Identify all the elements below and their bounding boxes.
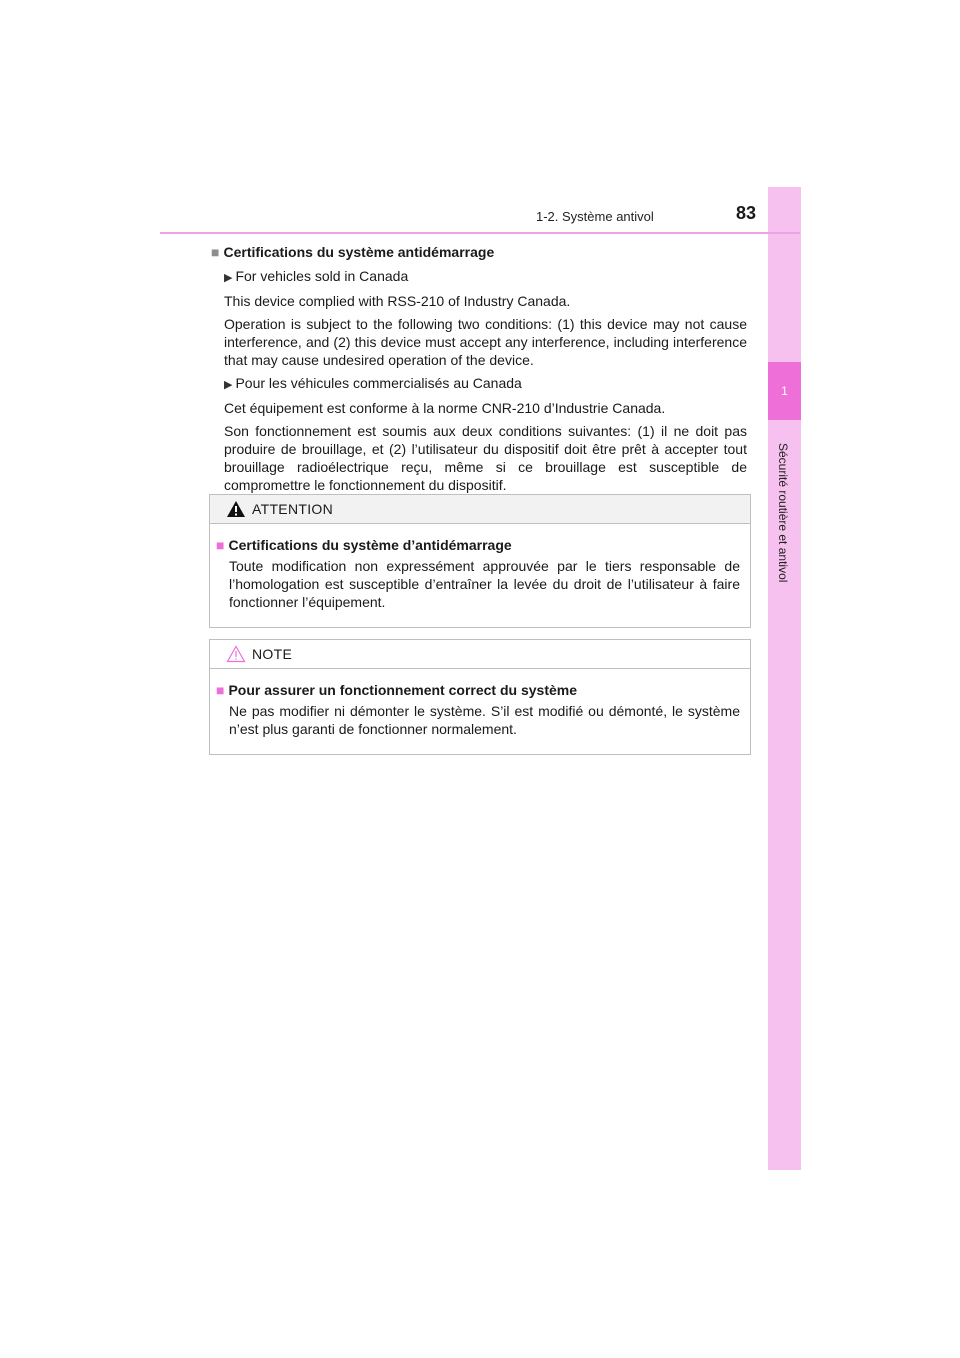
- attention-title: [216, 536, 740, 554]
- attention-header: [210, 495, 750, 523]
- warning-triangle-icon: [226, 500, 246, 518]
- main-heading: [211, 243, 747, 261]
- note-label: NOTE: [252, 646, 293, 662]
- caution-triangle-icon: [226, 645, 246, 663]
- chapter-number: 1: [768, 362, 801, 420]
- triangle-bullet-icon: ▶: [224, 272, 233, 284]
- header-rule: [160, 232, 800, 234]
- section-title: 1-2. Système antivol: [536, 209, 654, 224]
- attention-text: Toute modification non expressément approuvée par le tiers responsable de l’homologation est susceptible d’entraîner la levée du droit de l’utilisateur à faire fonctionner l’équipement.: [229, 558, 740, 610]
- paragraph-en-2: Operation is subject to the following two conditions: (1) this device may not cause interference, and (2) this device must accept any interference, including interference that may cause undesired operation of the device.: [224, 316, 747, 368]
- main-content: [211, 243, 747, 499]
- square-bullet-icon: ■: [216, 682, 225, 698]
- main-heading-text: Certifications du système antidémarrage: [223, 244, 495, 260]
- square-bullet-icon: ■: [211, 244, 220, 260]
- note-header: [210, 640, 750, 668]
- list-item-fr-text: Pour les véhicules commercialisés au Canada: [235, 375, 522, 391]
- note-box: [209, 639, 751, 755]
- square-bullet-icon: ■: [216, 537, 225, 553]
- list-item-en-text: For vehicles sold in Canada: [235, 268, 409, 284]
- list-item-fr: [224, 374, 747, 394]
- attention-label: ATTENTION: [252, 501, 333, 517]
- triangle-bullet-icon: ▶: [224, 379, 233, 391]
- note-title: [216, 681, 740, 699]
- chapter-side-tab: [768, 187, 801, 1170]
- attention-box: [209, 494, 751, 628]
- note-text: Ne pas modifier ni démonter le système. S’il est modifié ou démonté, le système n’est plus garanti de fonctionner normalement.: [229, 703, 740, 737]
- paragraph-fr-1: Cet équipement est conforme à la norme CNR-210 d’Industrie Canada.: [224, 400, 666, 416]
- note-title-text: Pour assurer un fonctionnement correct du système: [228, 682, 577, 698]
- attention-title-text: Certifications du système d’antidémarrage: [228, 537, 512, 553]
- chapter-label: Sécurité routière et antivol: [776, 443, 790, 583]
- paragraph-en-1: This device complied with RSS-210 of Industry Canada.: [224, 293, 571, 309]
- paragraph-fr-2: Son fonctionnement est soumis aux deux conditions suivantes: (1) il ne doit pas produire de brouillage, et (2) l’utilisateur du dispositif doit être prêt à accepter tout brouillage radioélectrique reçu, même si ce brouillage est susceptible de compromettre le fonctionnement du dispositif.: [224, 423, 747, 493]
- list-item-en: [224, 267, 747, 287]
- page-number: 83: [736, 203, 757, 223]
